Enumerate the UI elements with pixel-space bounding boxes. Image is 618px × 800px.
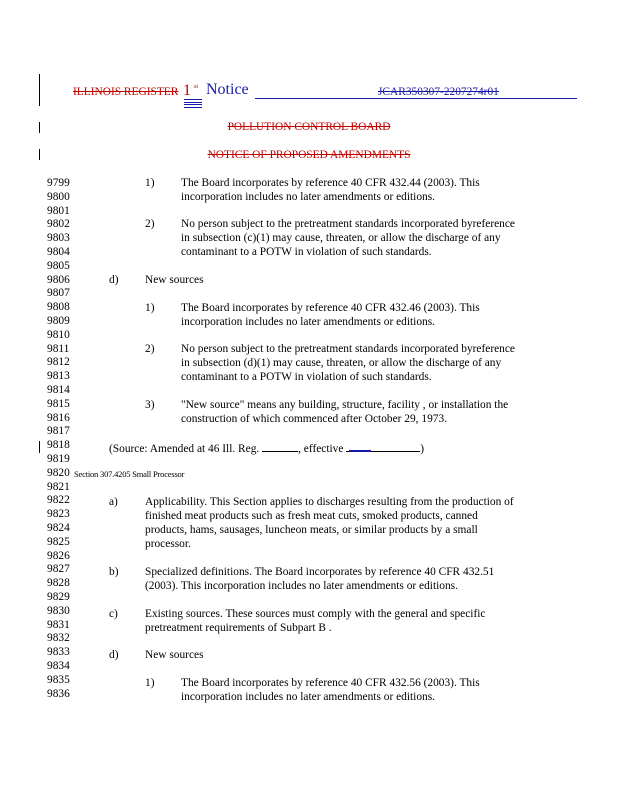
text-line: "New source" means any building, structure, facility , or installation the — [181, 399, 509, 411]
text-line: (2003). This incorporation includes no later amendments or editions. — [145, 580, 458, 592]
text-line: pretreatment requirements of Subpart B . — [145, 622, 332, 634]
line-number: 9822 — [47, 494, 70, 507]
text-line: No person subject to the pretreatment standards incorporated byreference — [181, 218, 515, 230]
line-number: 9813 — [47, 370, 70, 383]
item-label: 1) — [145, 677, 155, 689]
blank-field — [346, 441, 420, 452]
line-number: 9811 — [47, 342, 70, 355]
line-number: 9833 — [47, 646, 70, 659]
line-number: 9803 — [47, 232, 70, 245]
line-number: 9821 — [47, 480, 70, 493]
line-number: 9827 — [47, 563, 70, 576]
item-label: 1) — [145, 302, 155, 314]
item-label: 2) — [145, 218, 155, 230]
notice-title: NOTICE OF PROPOSED AMENDMENTS — [207, 149, 411, 161]
text-line: construction of which commenced after October 29, 1973. — [181, 413, 448, 425]
line-number: 9823 — [47, 508, 70, 521]
text-line: The Board incorporates by reference 40 CFR 432.56 (2003). This — [181, 677, 480, 689]
line-number: 9799 — [47, 177, 70, 189]
text-line: New sources — [145, 649, 204, 661]
text-line: incorporation includes no later amendments or editions. — [181, 191, 436, 203]
section-heading: Section 307.4205 Small Processor — [74, 469, 185, 479]
board-name: POLLUTION CONTROL BOARD — [227, 121, 391, 133]
text-line: incorporation includes no later amendments or editions. — [181, 316, 436, 328]
line-number: 9814 — [47, 384, 70, 396]
text-line: incorporation includes no later amendments or editions. — [181, 691, 436, 703]
item-label: 1) — [145, 177, 155, 189]
line-number: 9816 — [47, 411, 70, 424]
notice-label: Notice — [206, 81, 249, 98]
marker-superscript: st — [194, 84, 199, 90]
line-number: 9825 — [47, 535, 70, 548]
text-line: processor. — [145, 538, 191, 550]
item-label: a) — [109, 496, 118, 508]
line-number: 9812 — [47, 356, 70, 369]
line-number: 9808 — [47, 301, 70, 314]
text-line: contaminant to a POTW in violation of such standards. — [181, 246, 432, 258]
item-label: d) — [109, 274, 119, 286]
line-number: 9810 — [47, 328, 70, 341]
document-header — [73, 81, 593, 110]
line-number: 9835 — [47, 673, 70, 686]
line-number: 9819 — [47, 453, 70, 465]
line-number: 9836 — [47, 687, 70, 700]
insert-mark — [184, 104, 202, 108]
line-number: 9804 — [47, 246, 70, 258]
item-label: b) — [109, 566, 119, 578]
text-line: The Board incorporates by reference 40 CFR 432.46 (2003). This — [181, 302, 480, 314]
revision-bar — [39, 441, 40, 453]
line-number: 9806 — [47, 273, 70, 286]
text-line: Existing sources. These sources must comply with the general and specific — [145, 608, 486, 620]
item-label: d) — [109, 649, 119, 661]
text-line: No person subject to the pretreatment standards incorporated byreference — [181, 343, 515, 355]
text-line: products, hams, sausages, luncheon meats, or similar products by a small — [145, 524, 478, 536]
line-number: 9800 — [47, 190, 70, 203]
text-line: Specialized definitions. The Board incorporates by reference 40 CFR 432.51 — [145, 566, 495, 578]
text-line: New sources — [145, 274, 204, 286]
line-number: 9818 — [47, 439, 70, 452]
marker-number: 1 — [183, 82, 191, 99]
text-line: finished meat products such as fresh meat cuts, smoked products, canned — [145, 510, 478, 522]
jcar-id: JCAR350307-2207274r01 — [378, 86, 499, 98]
text-line: The Board incorporates by reference 40 CFR 432.44 (2003). This — [181, 177, 480, 189]
line-number: 9815 — [47, 397, 70, 410]
revision-bar — [39, 74, 40, 106]
item-label: 2) — [145, 343, 155, 355]
text-line: contaminant to a POTW in violation of such standards. — [181, 371, 432, 383]
text-line: in subsection (d)(1) may cause, threaten, or allow the discharge of any — [181, 357, 502, 369]
line-number: 9828 — [47, 577, 70, 590]
line-number: 9802 — [47, 218, 70, 231]
source-note: (Source: Amended at 46 Ill. Reg. , effective ) — [109, 443, 425, 455]
register-title: ILLINOIS REGISTER — [73, 86, 179, 98]
line-number: 9805 — [47, 259, 70, 272]
text-line: Applicability. This Section applies to discharges resulting from the production of — [145, 496, 514, 508]
line-number: 9824 — [47, 522, 70, 534]
line-number: 9831 — [47, 618, 70, 631]
item-label: c) — [109, 608, 118, 620]
line-number: 9807 — [47, 287, 70, 300]
header-rule — [255, 98, 577, 99]
line-number: 9829 — [47, 591, 70, 603]
line-number: 9830 — [47, 604, 70, 617]
line-number: 9826 — [47, 549, 70, 562]
text-line: in subsection (c)(1) may cause, threaten, or allow the discharge of any — [181, 232, 501, 244]
insert-mark — [184, 99, 202, 103]
blank-field — [262, 441, 298, 452]
line-number: 9832 — [47, 632, 70, 645]
line-number: 9817 — [47, 425, 70, 438]
line-number: 9801 — [47, 204, 70, 217]
item-label: 3) — [145, 399, 155, 411]
line-number: 9820 — [47, 466, 70, 479]
line-number: 9809 — [47, 315, 70, 327]
line-number: 9834 — [47, 660, 70, 672]
